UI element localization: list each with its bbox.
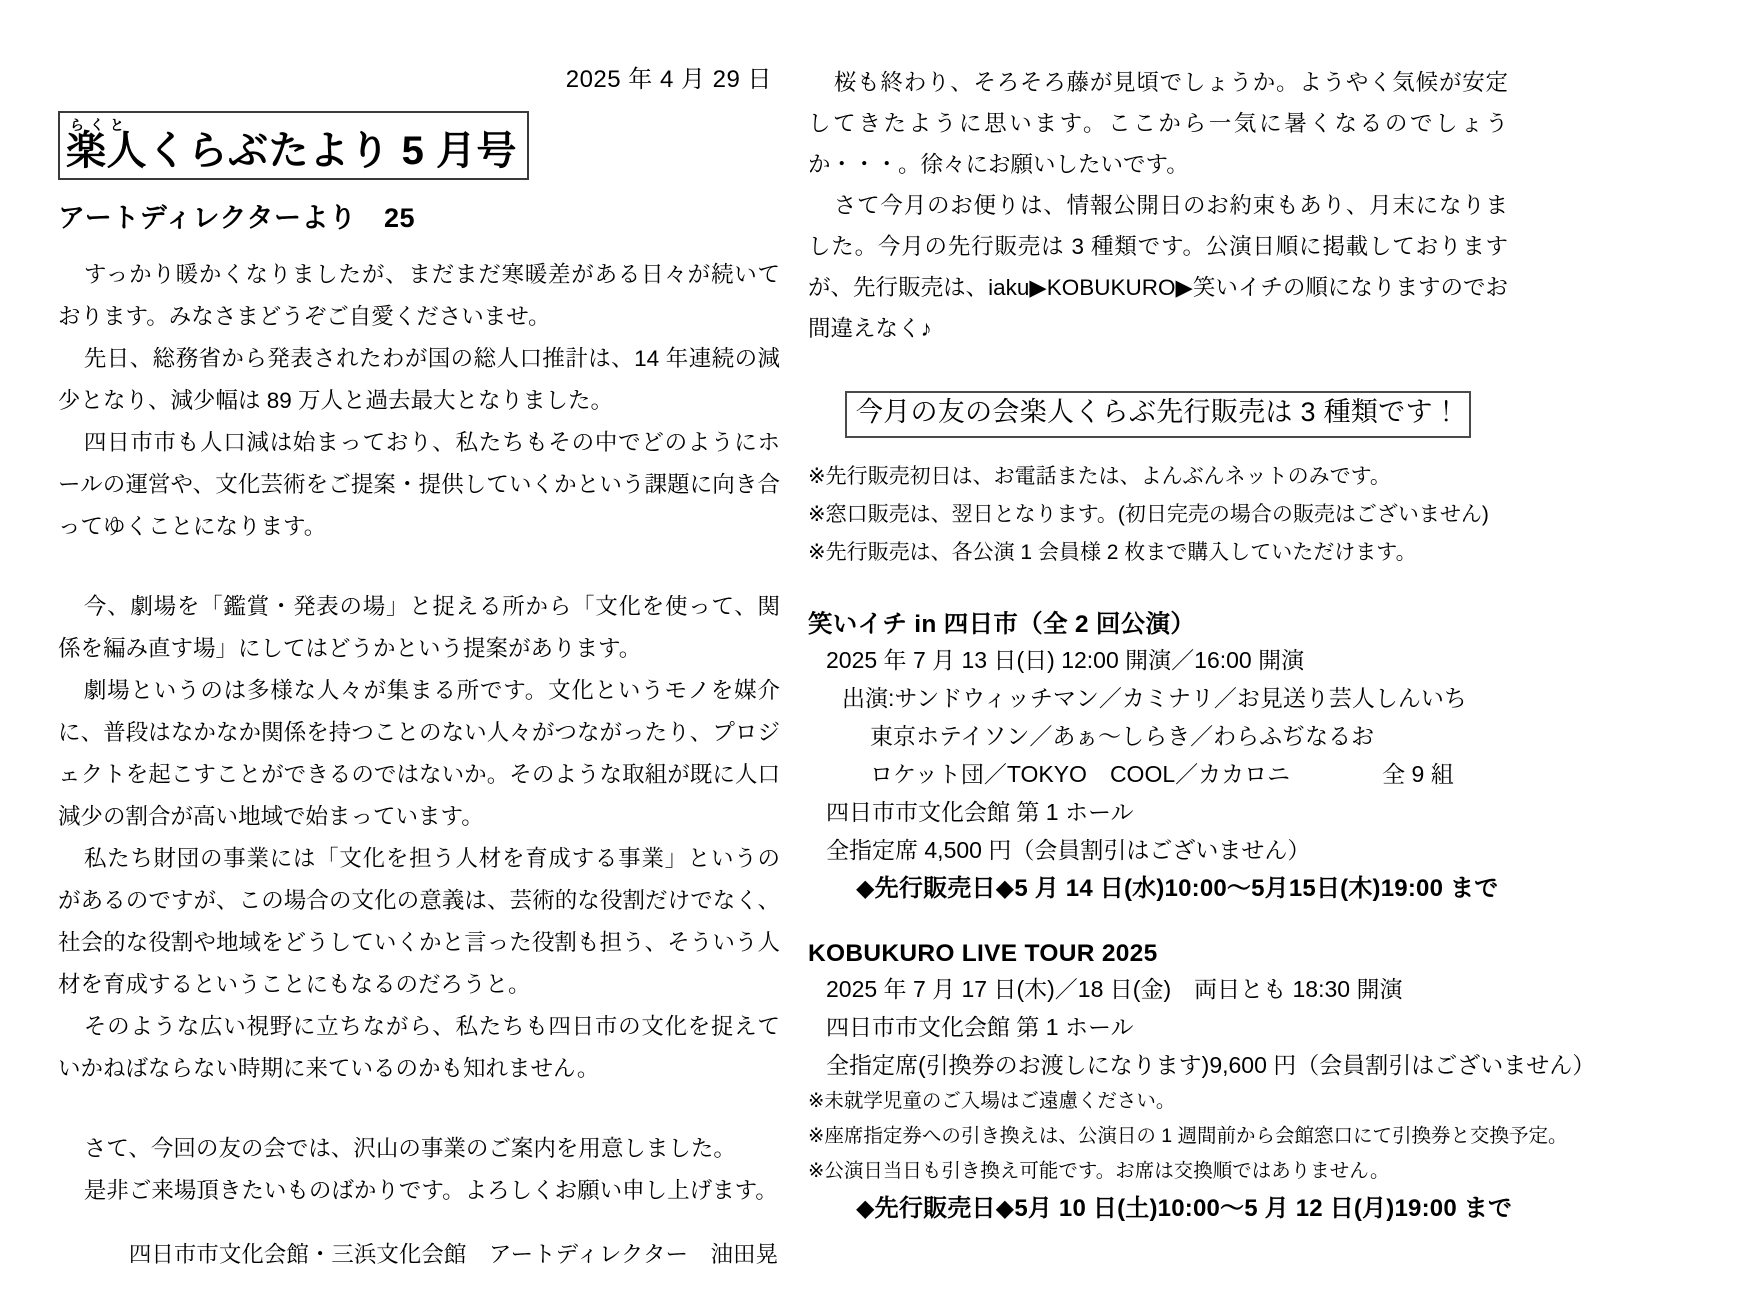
left-paragraph: そのような広い視野に立ちながら、私たちも四日市の文化を捉えていかねばならない時期に来ているのかも知れません。 xyxy=(58,1013,780,1081)
event-detail-line: 2025 年 7 月 13 日(日) 12:00 開演／16:00 開演 xyxy=(826,646,1305,673)
event-detail-line: ロケット団／TOKYO COOL／カカロニ 全 9 組 xyxy=(870,760,1454,787)
masthead-box xyxy=(58,111,529,180)
left-paragraph: すっかり暖かくなりましたが、まだまだ寒暖差がある日々が続いております。みなさまどうぞご自愛くださいませ。 xyxy=(58,261,780,329)
event-price-line: 全指定席(引換券のお渡しになります)9,600 円（会員割引はございません） xyxy=(826,1051,1596,1078)
event-venue-line: 四日市市文化会館 第 1 ホール xyxy=(826,1013,1134,1040)
event-note: ※未就学児童のご入場はご遠慮ください。 xyxy=(808,1089,1176,1112)
issue-date: 2025 年 4 月 29 日 xyxy=(565,66,772,93)
left-paragraph: 先日、総務省から発表されたわが国の総人口推計は、14 年連続の減少となり、減少幅は 89 万人と過去最大となりました。 xyxy=(58,345,780,413)
event-note: ※公演日当日も引き換え可能です。お席は交換順ではありません。 xyxy=(808,1159,1390,1182)
right-column xyxy=(808,0,1596,1229)
section-title: アートディレクターより 25 xyxy=(58,202,415,233)
presale-note: ※窓口販売は、翌日となります。(初日完売の場合の販売はございません) xyxy=(808,502,1489,526)
event-detail-line: 出演:サンドウィッチマン／カミナリ／お見送り芸人しんいち xyxy=(842,684,1467,711)
left-closing-line: 是非ご来場頂きたいものばかりです。よろしくお願い申し上げます。 xyxy=(83,1177,778,1203)
event-block xyxy=(808,937,1596,1229)
event-note: ※座席指定券への引き換えは、公演日の 1 週間前から会館窓口にて引換券と交換予定。 xyxy=(808,1124,1568,1147)
masthead-title: 楽人くらぶたより 5 月号 xyxy=(66,128,517,173)
right-intro-paragraph: さて今月のお便りは、情報公開日のお約束もあり、月末になりました。今月の先行販売は 3 種類です。公演日順に掲載しておりますが、先行販売は、iaku▶KOBUKURO▶笑いイチの順になりますのでお間違えなく♪ xyxy=(808,193,1508,341)
left-paragraph: 私たち財団の事業には「文化を担う人材を育成する事業」というのがあるのですが、この場合の文化の意義は、芸術的な役割だけでなく、社会的な役割や地域をどうしていくかと言った役割も担う、そういう人材を育成するということにもなるのだろうと。 xyxy=(58,845,780,997)
signature: 四日市市文化会館・三浜文化会館 アートディレクター 油田晃 xyxy=(128,1242,778,1268)
presale-note: ※先行販売は、各公演 1 会員様 2 枚まで購入していただけます。 xyxy=(808,540,1417,564)
left-paragraph: 今、劇場を「鑑賞・発表の場」と捉える所から「文化を使って、関係を編み直す場」にしてはどうかという提案があります。 xyxy=(58,593,780,661)
presale-note: ※先行販売初日は、お電話または、よんぶんネットのみです。 xyxy=(808,464,1391,488)
event-presale-date: ◆先行販売日◆5 月 14 日(水)10:00～5月15日(木)19:00 まで xyxy=(856,874,1499,902)
masthead-ruby: らくと xyxy=(70,116,130,133)
presale-banner: 今月の友の会楽人くらぶ先行販売は 3 種類です！ xyxy=(845,391,1471,438)
event-title: 笑いイチ in 四日市（全 2 回公演） xyxy=(808,610,1196,638)
event-venue-line: 四日市市文化会館 第 1 ホール xyxy=(826,798,1134,825)
event-price-line: 全指定席 4,500 円（会員割引はございません） xyxy=(826,836,1311,863)
event-block xyxy=(808,608,1508,909)
event-detail-line: 2025 年 7 月 17 日(木)／18 日(金) 両日とも 18:30 開演 xyxy=(826,975,1403,1002)
presale-banner-wrap xyxy=(808,391,1508,438)
left-closing-line: さて、今回の友の会では、沢山の事業のご案内を用意しました。 xyxy=(83,1135,736,1161)
left-paragraph: 劇場というのは多様な人々が集まる所です。文化というモノを媒介に、普段はなかなか関係を持つことのない人々がつながったり、プロジェクトを起こすことができるのではないか。そのような取組が既に人口減少の割合が高い地域で始まっています。 xyxy=(58,677,780,829)
event-presale-date: ◆先行販売日◆5月 10 日(土)10:00～5 月 12 日(月)19:00 まで xyxy=(856,1194,1513,1222)
event-detail-line: 東京ホテイソン／あぁ～しらき／わらふぢなるお xyxy=(870,722,1375,749)
right-intro-paragraph: 桜も終わり、そろそろ藤が見頃でしょうか。ようやく気候が安定してきたように思います。ここから一気に暑くなるのでしょうか・・・。徐々にお願いしたいです。 xyxy=(808,70,1508,177)
left-column xyxy=(58,0,780,1299)
left-paragraph: 四日市市も人口減は始まっており、私たちもその中でどのようにホールの運営や、文化芸術をご提案・提供していくかという課題に向き合ってゆくことになります。 xyxy=(58,429,780,539)
event-title: KOBUKURO LIVE TOUR 2025 xyxy=(808,939,1158,967)
